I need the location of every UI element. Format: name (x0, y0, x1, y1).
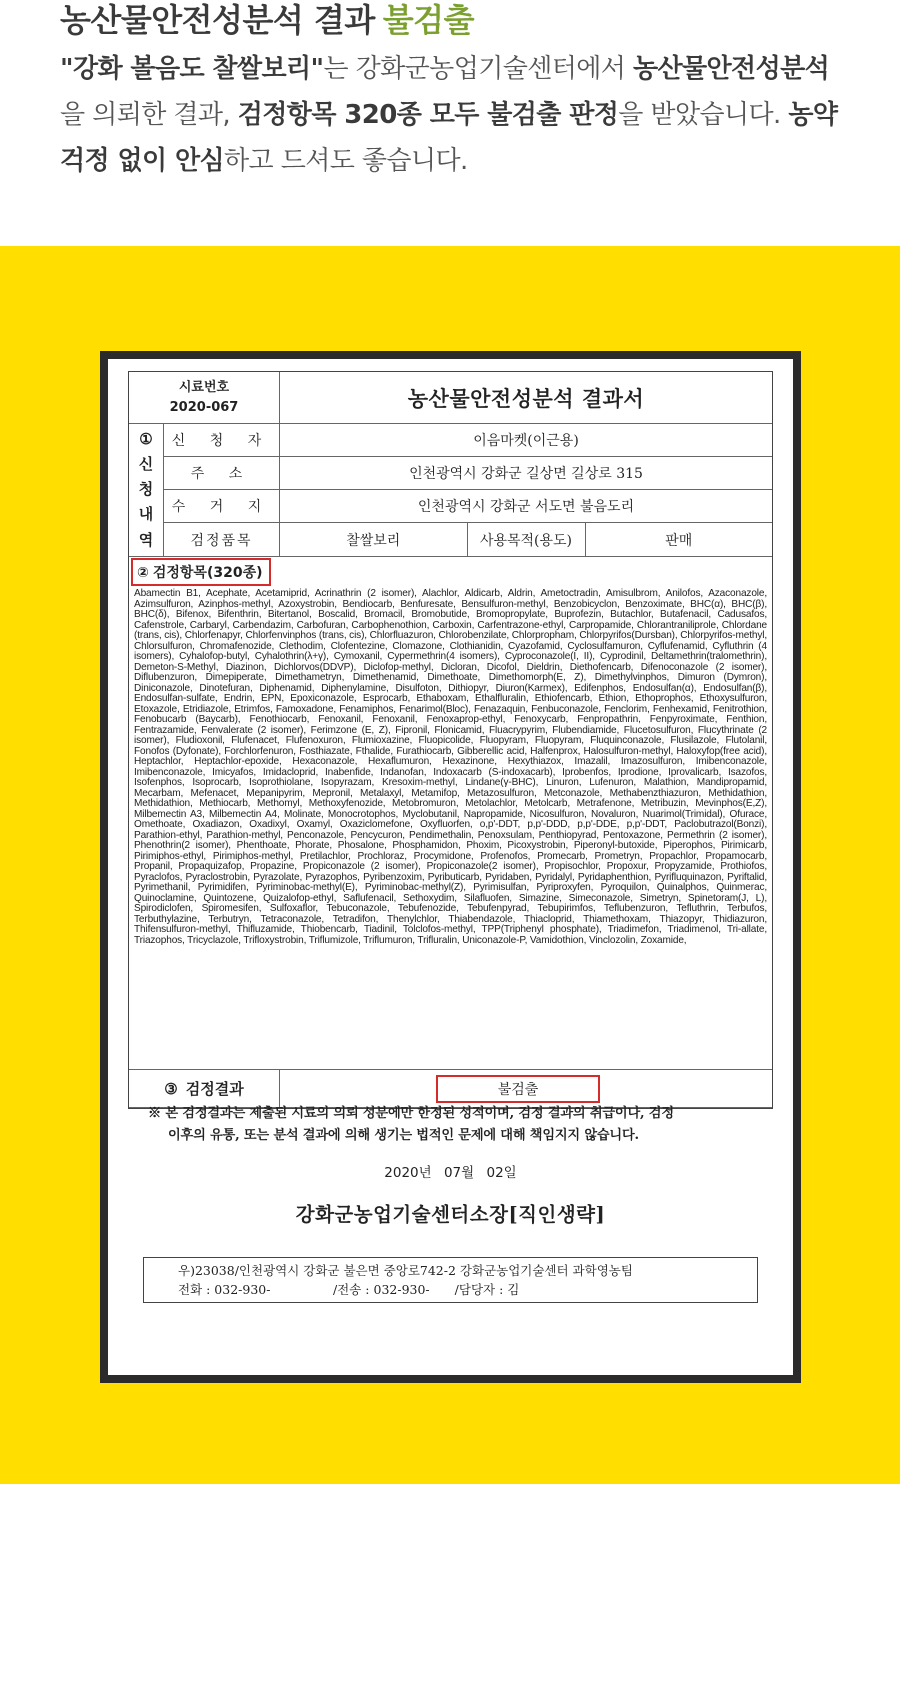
section2-label: 검정항목(320종) (152, 565, 263, 581)
notice-line: 이후의 유통, 또는 분석 결과에 의해 생기는 법적인 문제에 대해 책임지지 않습니다. (168, 1128, 639, 1143)
certificate-table (128, 371, 773, 1109)
test-item-value: 찰쌀보리 (280, 523, 468, 556)
result-label: 검정결과 (185, 1080, 244, 1098)
intro-text: 을 받았습니다. (618, 100, 789, 130)
collection-site-label: 수 거 지 (164, 490, 280, 522)
section3-mark: ③ (164, 1079, 178, 1098)
applicant-row (164, 424, 772, 457)
application-section (129, 424, 772, 557)
certificate-frame (100, 351, 801, 1383)
side-char: 내 (138, 505, 154, 524)
notice-line: ※ 본 검정결과는 제출된 시료의 의뢰 성분에만 한정된 성적이며, 검정 결과의 취급이나, 검정 (148, 1106, 674, 1121)
title-row (129, 372, 772, 424)
sample-number: 2020-067 (169, 399, 239, 415)
footer-phone: 전화 : 032-930- /전송 : 032-930- /담당자 : 김 (178, 1282, 520, 1297)
intro-emphasis: 농약 걱정 없이 안심 (60, 100, 838, 176)
section2-label-box (131, 558, 271, 586)
intro-text: 을 의뢰한 결과, (60, 100, 238, 130)
section1-side-label (129, 424, 164, 556)
section2-mark: ② (137, 565, 149, 581)
certificate-paper (108, 359, 793, 1375)
address-row (164, 457, 772, 490)
section1-mark: ① (139, 430, 153, 449)
collection-site-value: 인천광역시 강화군 서도면 불음도리 (417, 499, 635, 515)
sample-number-cell (129, 372, 280, 423)
address-value: 인천광역시 강화군 길상면 길상로 315 (409, 466, 643, 482)
headline-main: 농산물안전성분석 결과 (60, 1, 375, 39)
test-items-list: Abamectin B1, Acephate, Acetamiprid, Acrinathrin (2 isomer), Alachlor, Aldicarb, Aldrin, Ametoctradin, Amisulbrom, Anilofos, Azaconazole, Azimsulfuron, Azinphos-methyl, Azoxystrobin, Bendiocarb, Benfuresate, Bensulfuron-methyl, Benzobicyclon, Benzoximate, BHC(α), BHC(β), BHC(δ), Bifenox, Bifenthrin, Bitertanol, Boscalid, Bromacil, Bromobutide, Bromopropylate, Buprofezin, Butachlor, Butafenacil, Cadusafos, Cafenstrole, Carbaryl, Carbendazim, Carbofuran, Carbophenothion, Carboxin, Carfentrazone-ethyl, Carpropamide, Chlorantraniliprole, Chlordane (trans, cis), Chlorfenapyr, Chlorfenvinphos (trans, cis), Chlorfluazuron, Chlorobenzilate, Chlorpropham, Chlorpyrifos(Dursban), Chlorpyrifos-methyl, Chlorsulfuron, Chromafenozide, Clethodim, Clofentezine, Clomazone, Clothianidin, Cyazofamid, Cyclosulfamuron, Cyflufenamid, Cyfluthrin (4 isomers), Cyhalofop-butyl, Cyhalothrin(λ+γ), Cymoxanil, Cypermethrin(4 isomers), Cyproconazole(I, II), Cyprodinil, Deltamethrin(tralomethrin), Demeton-S-Methyl, Diazinon, Dichlorvos(DDVP), Diclofop-methyl, Dicloran, Dicofol, Dieldrin, Diethofencarb, Difenoconazole (2 isomer), Diflubenzuron, Dimepiperate, Dimethametryn, Dimethenamid, Dimethoate, Dimethomorph(E, Z), Dimethylvinphos, Dimuron (Dymron), Diniconazole, Dinotefuran, Diphenamid, Diphenylamine, Disulfoton, Dithiopyr, Diuron(Karmex), Edifenphos, Endosulfan(α), Endosulfan(β), Endosulfan-sulfate, Endrin, EPN, Epoxiconazole, Esprocarb, Ethaboxam, Ethalfluralin, Ethiofencarb, Ethion, Ethoprophos, Ethoxysulfuron, Etoxazole, Etridiazole, Etrimfos, Famoxadone, Fenamiphos, Fenarimol(Bloc), Fenazaquin, Fenbuconazole, Fenclorim, Fenhexamid, Fenitrothion, Fenobucarb (Baycarb), Fenothiocarb, Fenoxanil, Fenoxanil, Fenoxaprop-ethyl, Fenoxycarb, Fenpropathrin, Fenpyroximate, Fenthion, Fentrazamide, Fenvalerate (2 isomer), Ferimzone (E, Z), Fipronil, Flonicamid, Fluacrypyrim, Flubendiamide, Flucetosulfuron, Flucythrinate (2 isomer), Fludioxonil, Flufenacet, Flufenoxuron, Flumioxazine, Fluopicolide, Fluopyram, Fluopyram, Fluquinconazole, Flusilazole, Flutolanil, Fonofos (Dyfonate), Forchlorfenuron, Fosthiazate, Fthalide, Furathiocarb, Gibberellic acid, Halfenprox, Halosulfuron-methyl, Haloxyfop(free acid), Heptachlor, Heptachlor-epoxide, Hexaconazole, Hexaflumuron, Hexazinone, Hexythiazox, Imazalil, Imazosulfuron, Imibenconazole, Imibenconazole, Imicyafos, Imidacloprid, Inabenfide, Indanofan, Indoxacarb (S-indoxacarb), Iprobenfos, Iprodione, Iprovalicarb, Isazofos, Isofenphos, Isoprocarb, Isoprothiolane, Isopyrazam, Kresoxim-methyl, Lindane(γ-BHC), Linuron, Lufenuron, Malathion, Mandipropamid, Mecarbam, Mefenacet, Mepanipyrim, Mepronil, Metalaxyl, Metamifop, Metazosulfuron, Metconazole, Methabenzthiazuron, Methidathion, Methidathion, Methiocarb, Methomyl, Methoxyfenozide, Metobromuron, Metolachlor, Metolcarb, Metrafenone, Metribuzin, Mevinphos(E,Z), Milbemectin A3, Milbemectin A4, Molinate, Monocrotophos, Myclobutanil, Napropamide, Nicosulfuron, Novaluron, Nuarimol(Trimidal), Ofurace, Omethoate, Oxadiazon, Oxadixyl, Oxamyl, Oxaziclomefone, Oxyfluorfen, o,p'-DDT, p,p'-DDD, p,p'-DDE, p,p'-DDT, Paclobutrazol(Bonzi), Parathion-ethyl, Parathion-methyl, Penconazole, Pencycuron, Pendimethalin, Penoxsulam, Penthiopyrad, Pentoxazone, Permethrin (2 isomer), Phenothrin(2 isomer), Phenthoate, Phorate, Phosalone, Phosphamidon, Phoxim, Picoxystrobin, Piperonyl-butoxide, Piperophos, Pirimicarb, Pirimiphos-ethyl, Pirimiphos-methyl, Pretilachlor, Prochloraz, Procymidone, Profenofos, Promecarb, Prometryn, Propachlor, Propamocarb, Propanil, Propaquizafop, Propazine, Propiconazole (2 isomer), Propiconazole(2 isomer), Propisochlor, Propoxur, Propyzamide, Prothiofos, Pyraclofos, Pyraclostrobin, Pyrazolate, Pyrazophos, Pyribenzoxim, Pyributicarb, Pyridaben, Pyridalyl, Pyridaphenthion, Pyrifluquinazon, Pyriftalid, Pyrimethanil, Pyrimidifen, Pyriminobac-methyl(E), Pyriminobac-methyl(Z), Pyrimisulfan, Pyriproxyfen, Pyroquilon, Quinalphos, Quinmerac, Quinoclamine, Quintozene, Quizalofop-ethyl, Saflufenacil, Sethoxydim, Silafluofen, Simazine, Simeconazole, Simetryn, Spinetoram(J, L), Spirodiclofen, Spiromesifen, Sulfoxaflor, Tebuconazole, Tebufenozide, Tebufenpyrad, Tebupirimfos, Teflubenzuron, Tefluthrin, Terbufos, Terbuthylazine, Terbutryn, Tetraconazole, Tetradifon, Thenylchlor, Thiabendazole, Thiacloprid, Thiamethoxam, Thiazopyr, Thidiazuron, Thifensulfuron-methyl, Thifluzamide, Thiobencarb, Tiadinil, Tolclofos-methyl, TPP(Triphenyl phosphate), Triadimefon, Triadimenol, Tri-allate, Triazophos, Tricyclazole, Trifloxystrobin, Triflumizole, Triflumuron, Trifluralin, Uniconazole-P, Vamidothion, Vinclozolin, Zoxamide, (129, 587, 772, 1070)
document-title: 농산물안전성분석 결과서 (407, 386, 645, 411)
intro-text: 는 강화군농업기술센터에서 (323, 54, 633, 84)
sample-number-label: 시료번호 (178, 379, 230, 395)
test-item-label: 검정품목 (164, 523, 280, 556)
test-item-row (164, 523, 772, 556)
side-char: 역 (138, 530, 154, 549)
section2-header (129, 557, 772, 587)
issue-date: 2020년 07월 02일 (384, 1165, 517, 1181)
purpose-value: 판매 (665, 532, 693, 549)
result-value: 불검출 (436, 1075, 600, 1103)
intro-emphasis: 검정항목 320종 모두 불검출 판정 (237, 100, 619, 130)
applicant-label: 신 청 자 (164, 424, 280, 456)
footer-address: 우)23038/인천광역시 강화군 불은면 중앙로742-2 강화군농업기술센터 과학영농팀 (178, 1263, 633, 1278)
address-label: 주 소 (164, 457, 280, 489)
intro-emphasis: 농산물안전성분석 (632, 54, 830, 84)
applicant-value: 이음마켓(이근용) (473, 433, 579, 449)
intro-text: 하고 드셔도 좋습니다. (224, 146, 468, 176)
contact-footer (143, 1257, 758, 1303)
certificate-bottom (128, 1095, 773, 1313)
application-rows (164, 424, 772, 556)
page-headline (60, 0, 474, 42)
issuer-name: 강화군농업기술센터소장[직인생략] (295, 1203, 606, 1226)
disclaimer-notice (128, 1095, 773, 1147)
side-char: 청 (138, 479, 154, 498)
collection-site-row (164, 490, 772, 523)
intro-paragraph (60, 46, 850, 184)
headline-accent: 불검출 (382, 1, 475, 39)
intro-emphasis: "강화 볼음도 찰쌀보리" (60, 54, 324, 84)
side-char: 신 (138, 454, 154, 473)
purpose-label: 사용목적(용도) (468, 523, 586, 556)
